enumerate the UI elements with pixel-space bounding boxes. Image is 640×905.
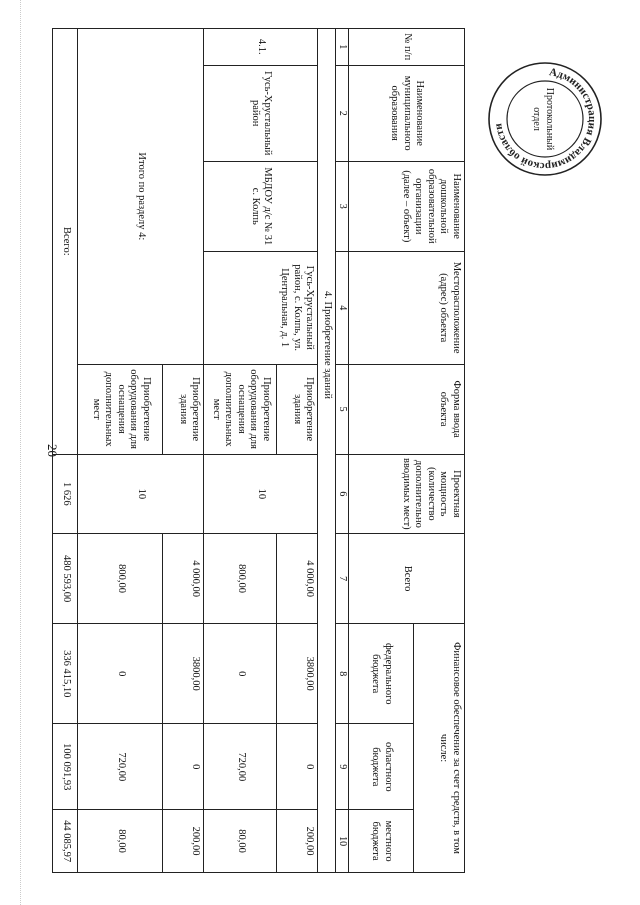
official-stamp xyxy=(486,60,604,178)
col-number: 1 xyxy=(336,29,349,66)
row-regional: 0 xyxy=(277,724,318,810)
col-header-regional: областного бюджета xyxy=(349,724,414,810)
subtotal-local: 200,00 xyxy=(163,810,204,873)
col-header-capacity: Проектная мощность (количество дополнительно вводимых мест) xyxy=(349,454,465,533)
row-address: Гусь-Хрустальный район, с. Колпь, ул. Центральная, д. 1 xyxy=(204,251,318,364)
col-number: 6 xyxy=(336,454,349,533)
grand-total-capacity: 1 626 xyxy=(53,454,78,533)
subtotal-federal: 0 xyxy=(78,624,163,724)
section-row xyxy=(318,29,336,873)
row-local: 80,00 xyxy=(204,810,277,873)
subtotal-regional: 0 xyxy=(163,724,204,810)
grand-total-federal: 336 415,10 xyxy=(53,624,78,724)
col-number: 4 xyxy=(336,251,349,364)
grand-total-local: 44 085,97 xyxy=(53,810,78,873)
subtotal-form: Приобретение оборудования для оснащения дополнительных мест xyxy=(78,364,163,454)
row-org: МБДОУ д/с № 31 с. Колпь xyxy=(204,161,318,251)
column-number-row xyxy=(336,29,349,873)
subtotal-federal: 3800,00 xyxy=(163,624,204,724)
col-header-org: Наименование дошкольной образовательной организации (далее – объект) xyxy=(349,161,465,251)
subtotal-form: Приобретение здания xyxy=(163,364,204,454)
rotated-page xyxy=(60,28,465,873)
col-header-address: Месторасположение (адрес) объекта xyxy=(349,251,465,364)
subtotal-row xyxy=(163,29,204,873)
stamp-inner-line1: Протокольный xyxy=(544,87,555,151)
row-local: 200,00 xyxy=(277,810,318,873)
grand-total-label: Всего: xyxy=(53,29,78,455)
col-header-local: местного бюджета xyxy=(349,810,414,873)
section-title: 4. Приобретение зданий xyxy=(318,29,336,873)
grand-total-row xyxy=(53,29,78,873)
col-header-form: Форма ввода объекта xyxy=(349,364,465,454)
subtotal-total: 800,00 xyxy=(78,534,163,624)
col-number: 5 xyxy=(336,364,349,454)
row-capacity: 10 xyxy=(204,454,318,533)
col-number: 9 xyxy=(336,724,349,810)
grand-total-total: 480 593,00 xyxy=(53,534,78,624)
header-row xyxy=(414,29,465,873)
subtotal-capacity: 10 xyxy=(78,454,204,533)
row-federal: 3800,00 xyxy=(277,624,318,724)
subtotal-total: 4 000,00 xyxy=(163,534,204,624)
subtotal-label: Итого по разделу 4: xyxy=(78,29,204,365)
col-header-total: Всего xyxy=(349,534,465,624)
row-regional: 720,00 xyxy=(204,724,277,810)
table-row xyxy=(277,29,318,873)
stamp-inner-line2: отдел xyxy=(531,107,542,131)
col-header-num: № п/п xyxy=(349,29,465,66)
col-header-financing: Финансовое обеспечение за счет средств, в том числе: xyxy=(414,624,465,873)
subtotal-local: 80,00 xyxy=(78,810,163,873)
row-federal: 0 xyxy=(204,624,277,724)
row-municipality: Гусь-Хрустальный район xyxy=(204,65,318,161)
col-number: 7 xyxy=(336,534,349,624)
col-number: 8 xyxy=(336,624,349,724)
grand-total-regional: 100 091,93 xyxy=(53,724,78,810)
row-form: Приобретение здания xyxy=(277,364,318,454)
col-number: 3 xyxy=(336,161,349,251)
row-total: 4 000,00 xyxy=(277,534,318,624)
page-number: 20 xyxy=(45,444,60,457)
stamp-outer-text: Администрация Владимирской области xyxy=(492,66,599,173)
col-header-federal: федерального бюджета xyxy=(349,624,414,724)
col-number: 2 xyxy=(336,65,349,161)
financing-table xyxy=(52,28,465,873)
col-number: 10 xyxy=(336,810,349,873)
margin-line xyxy=(20,0,21,905)
row-form: Приобретение оборудования для оснащения дополнительных мест xyxy=(204,364,277,454)
subtotal-regional: 720,00 xyxy=(78,724,163,810)
row-total: 800,00 xyxy=(204,534,277,624)
col-header-municipality: Наименование муниципального образования xyxy=(349,65,465,161)
row-num: 4.1. xyxy=(204,29,318,66)
